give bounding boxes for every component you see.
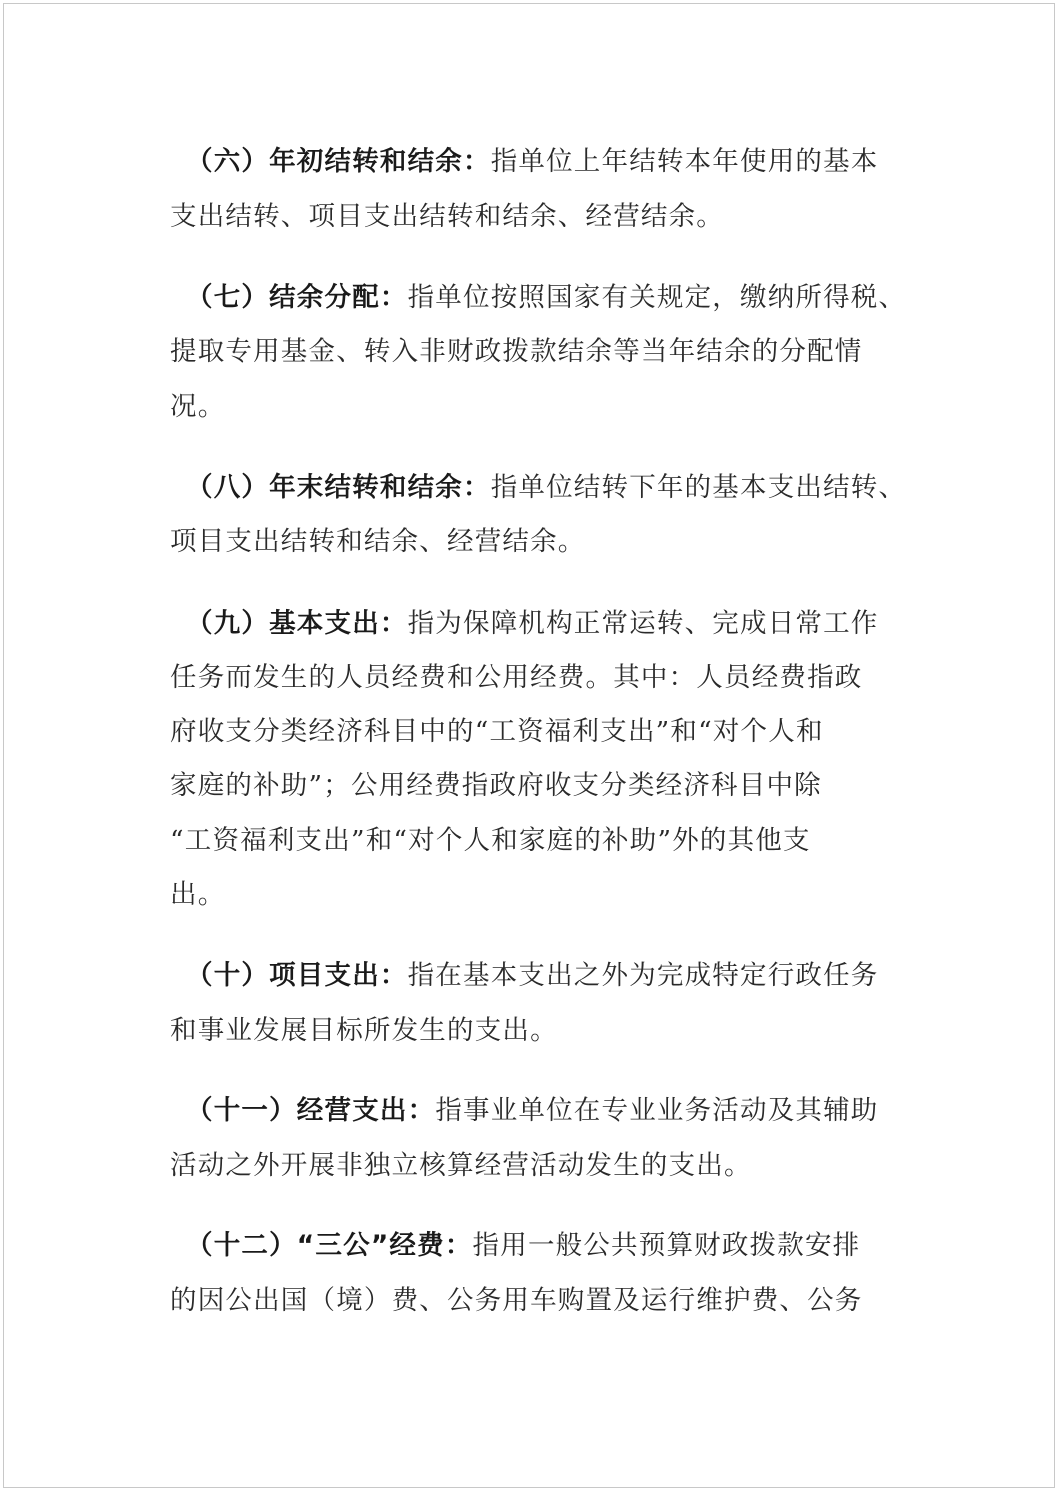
paragraph-9-line-1 — [186, 607, 879, 641]
paragraph-7-line-2: 提取专用基金、转入非财政拨款结余等当年结余的分配情 — [170, 336, 863, 367]
paragraph-11-text-1: 指事业单位在专业业务活动及其辅助 — [435, 1095, 879, 1126]
paragraph-9-line-2: 任务而发生的人员经费和公用经费。其中：人员经费指政 — [170, 662, 863, 693]
paragraph-8-text-1: 指单位结转下年的基本支出结转、 — [490, 472, 907, 503]
paragraph-9-line-6: 出。 — [170, 879, 226, 910]
paragraph-8-line-2: 项目支出结转和结余、经营结余。 — [170, 526, 586, 557]
paragraph-9-line-5: “工资福利支出”和“对个人和家庭的补助”外的其他支 — [170, 825, 811, 856]
paragraph-9-text-1: 指为保障机构正常运转、完成日常工作 — [407, 608, 879, 639]
paragraph-6-term: （六）年初结转和结余： — [186, 146, 491, 177]
paragraph-6-line-2: 支出结转、项目支出结转和结余、经营结余。 — [170, 201, 724, 232]
paragraph-11-line-2: 活动之外开展非独立核算经营活动发生的支出。 — [170, 1150, 752, 1181]
paragraph-10-line-2: 和事业发展目标所发生的支出。 — [170, 1015, 558, 1046]
paragraph-12-line-1 — [186, 1229, 860, 1263]
paragraph-10-line-1 — [186, 959, 879, 993]
paragraph-9-line-4: 家庭的补助”；公用经费指政府收支分类经济科目中除 — [170, 770, 822, 801]
paragraph-10-term: （十）项目支出： — [186, 960, 408, 991]
paragraph-9-term: （九）基本支出： — [186, 608, 408, 639]
paragraph-8-line-1 — [186, 471, 906, 505]
paragraph-11-line-1 — [186, 1094, 879, 1128]
paragraph-12-line-2: 的因公出国（境）费、公务用车购置及运行维护费、公务 — [170, 1285, 863, 1316]
paragraph-7-text-1: 指单位按照国家有关规定，缴纳所得税、 — [407, 282, 907, 313]
paragraph-7-line-1 — [186, 281, 906, 315]
paragraph-9-line-3: 府收支分类经济科目中的“工资福利支出”和“对个人和 — [170, 716, 824, 747]
paragraph-6-text-1: 指单位上年结转本年使用的基本 — [490, 146, 879, 177]
document-body — [4, 4, 1054, 1487]
paragraph-10-text-1: 指在基本支出之外为完成特定行政任务 — [407, 960, 879, 991]
paragraph-11-term: （十一）经营支出： — [186, 1095, 436, 1126]
paragraph-12-term: （十二）“三公”经费： — [186, 1230, 473, 1261]
paragraph-12-text-1: 指用一般公共预算财政拨款安排 — [472, 1230, 861, 1261]
paragraph-7-line-3: 况。 — [170, 391, 226, 422]
paragraph-7-term: （七）结余分配： — [186, 282, 408, 313]
paragraph-6-line-1 — [186, 145, 879, 179]
paragraph-8-term: （八）年末结转和结余： — [186, 472, 491, 503]
document-page — [3, 3, 1055, 1488]
